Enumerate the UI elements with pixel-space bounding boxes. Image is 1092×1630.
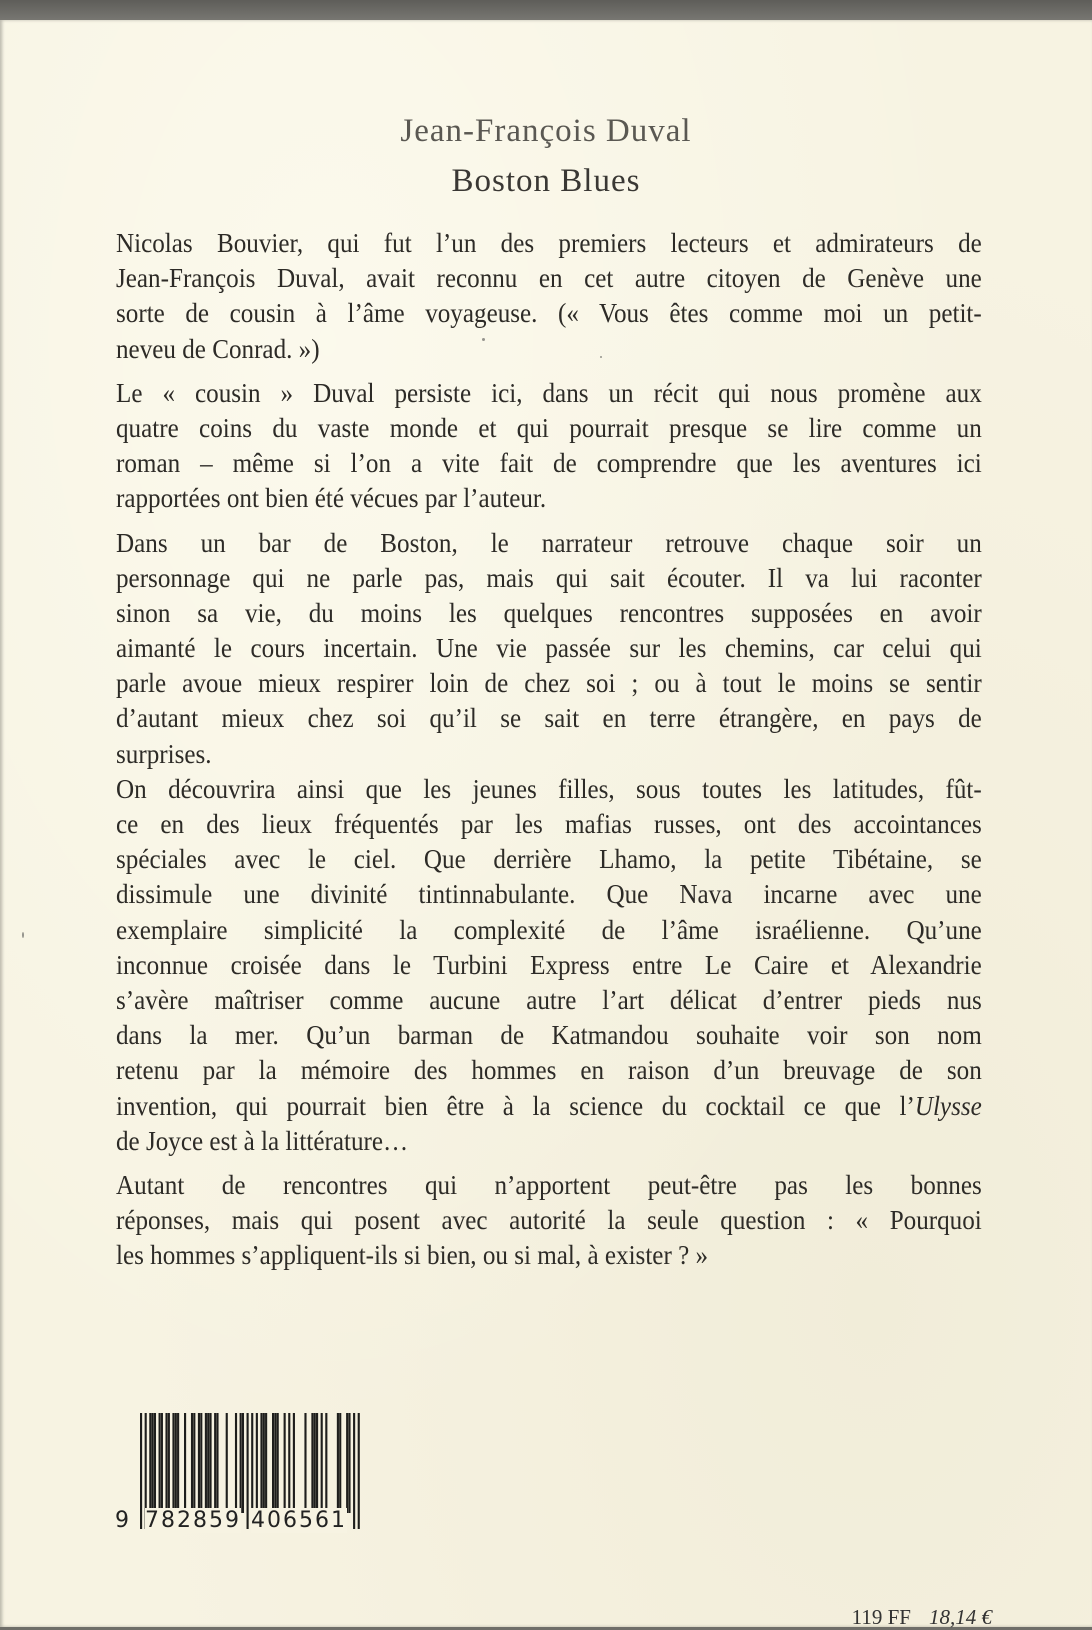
- barcode-bar: [311, 1413, 313, 1513]
- text-line: inconnue croisée dans le Turbini Express entre Le Caire et Alexandrie: [116, 949, 982, 980]
- barcode-bar: [205, 1413, 207, 1513]
- barcode-bar: [207, 1413, 209, 1513]
- barcode-bar: [346, 1413, 348, 1513]
- barcode-bar: [240, 1413, 242, 1513]
- text-line: sorte de cousin à l’âme voyageuse. (« Vous êtes comme moi un petit-: [116, 298, 982, 329]
- paper-speck: [22, 932, 24, 938]
- barcode-bar: [274, 1413, 276, 1513]
- text-line: neveu de Conrad. »): [116, 333, 320, 364]
- blurb-paragraph-4: [116, 772, 982, 1159]
- italic-book-title-ulysse: Ulysse: [914, 1090, 982, 1121]
- price-euros: 18,14 €: [929, 1605, 992, 1629]
- text-line-with-italic: [116, 1089, 982, 1124]
- barcode-bar: [256, 1413, 258, 1513]
- barcode-bar: [325, 1413, 327, 1513]
- barcode-bar: [177, 1413, 179, 1513]
- text-line: réponses, mais qui posent avec autorité la seule question : « Pourquoi: [116, 1205, 982, 1236]
- text-line: Le « cousin » Duval persiste ici, dans un récit qui nous promène aux: [116, 377, 982, 408]
- barcode-bar: [337, 1413, 339, 1513]
- isbn-barcode: [115, 1413, 380, 1543]
- barcode-bar: [161, 1413, 163, 1513]
- text-line: les hommes s’appliquent-ils si bien, ou si mal, à exister ? »: [116, 1240, 709, 1271]
- book-back-cover: [0, 20, 1092, 1627]
- book-title: Boston Blues: [451, 163, 641, 199]
- text-line: spéciales avec le ciel. Que derrière Lhamo, la petite Tibétaine, se: [116, 844, 982, 875]
- barcode-bar: [214, 1413, 216, 1513]
- text-line: retenu par la mémoire des hommes en raison d’un breuvage de son: [116, 1055, 982, 1086]
- barcode-bar: [263, 1413, 265, 1513]
- author-name: Jean-François Duval: [400, 113, 692, 149]
- barcode-bar: [339, 1413, 341, 1513]
- barcode-bar: [265, 1413, 267, 1513]
- paper-speck: [600, 356, 602, 358]
- price-label: [852, 1605, 992, 1630]
- barcode-bar: [272, 1413, 274, 1513]
- barcode-bar: [293, 1413, 295, 1513]
- barcode-bar: [149, 1413, 151, 1513]
- barcode-bar: [165, 1413, 167, 1513]
- barcode-bar: [304, 1413, 306, 1513]
- barcode-digits: [115, 1508, 347, 1533]
- barcode-bar: [260, 1413, 262, 1513]
- barcode-bar: [152, 1413, 154, 1513]
- barcode-bar: [348, 1413, 350, 1513]
- text-line: de Joyce est à la littérature…: [116, 1125, 409, 1156]
- text-line: Autant de rencontres qui n’apportent peut-être pas les bonnes: [116, 1169, 982, 1200]
- text-line: quatre coins du vaste monde et qui pourrait presque se lire comme un: [116, 412, 982, 443]
- barcode-bar: [277, 1413, 279, 1513]
- price-francs: 119 FF: [851, 1605, 911, 1629]
- text-line: surprises.: [116, 738, 212, 769]
- barcode-bar: [154, 1413, 156, 1513]
- text-line: aimanté le cours incertain. Une vie passée sur les chemins, car celui qui: [116, 633, 982, 664]
- barcode-bar: [216, 1413, 218, 1513]
- barcode-bar: [209, 1413, 211, 1513]
- barcode-bar: [284, 1413, 286, 1513]
- text-line: personnage qui ne parle pas, mais qui sait écouter. Il va lui raconter: [116, 562, 982, 593]
- barcode-bar: [235, 1413, 237, 1513]
- barcode-bar: [288, 1413, 290, 1513]
- blurb-paragraph-3: [116, 526, 982, 772]
- barcode-bar: [172, 1413, 174, 1513]
- text-line: On découvrira ainsi que les jeunes filles, sous toutes les latitudes, fût-: [116, 773, 982, 804]
- barcode-bar: [200, 1413, 202, 1513]
- barcode-bar: [175, 1413, 177, 1513]
- scan-top-shadow: [0, 0, 1092, 22]
- barcode-bar: [193, 1413, 195, 1513]
- text-line: Jean-François Duval, avait reconnu en cet autre citoyen de Genève une: [116, 263, 982, 294]
- text-line: roman – même si l’on a vite fait de comprendre que les aventures ici: [116, 448, 982, 479]
- text-line: s’avère maîtriser comme aucune autre l’art délicat d’entrer pieds nus: [116, 984, 982, 1015]
- barcode-digit-group-1: 782859: [145, 1508, 241, 1533]
- blurb-paragraph-1: [116, 226, 982, 367]
- barcode-bar: [358, 1413, 360, 1529]
- text-line: Nicolas Bouvier, qui fut l’un des premiers lecteurs et admirateurs de: [116, 228, 982, 258]
- text-line: exemplaire simplicité la complexité de l’âme israélienne. Qu’une: [116, 914, 982, 945]
- text-line: dans la mer. Qu’un barman de Katmandou souhaite voir son nom: [116, 1020, 982, 1051]
- text-line: parle avoue mieux respirer loin de chez soi ; ou à tout le moins se sentir: [116, 668, 982, 699]
- text-line: dissimule une divinité tintinnabulante. Que Nava incarne avec une: [116, 879, 982, 910]
- text-line: ce en des lieux fréquentés par les mafias russes, ont des accointances: [116, 809, 982, 839]
- barcode-bar: [191, 1413, 193, 1513]
- barcode-bar: [198, 1413, 200, 1513]
- barcode-bar: [184, 1413, 186, 1513]
- text-line: d’autant mieux chez soi qu’il se sait en terre étrangère, en pays de: [116, 703, 982, 734]
- barcode-bar: [314, 1413, 316, 1513]
- blurb-paragraph-5: [116, 1168, 982, 1274]
- barcode-bar: [321, 1413, 323, 1513]
- barcode-bar: [159, 1413, 161, 1513]
- barcode-bar: [353, 1413, 355, 1529]
- barcode-digit-group-2: 406561: [250, 1508, 347, 1533]
- text-segment: invention, qui pourrait bien être à la science du cocktail ce que l’: [116, 1090, 915, 1121]
- paper-speck: [482, 338, 485, 341]
- barcode-bar: [316, 1413, 318, 1513]
- text-line: Dans un bar de Boston, le narrateur retrouve chaque soir un: [116, 527, 982, 558]
- barcode-lead-digit: 9: [115, 1508, 131, 1533]
- barcode-bar: [226, 1413, 228, 1513]
- blurb-paragraph-2: [116, 376, 982, 517]
- barcode-bar: [168, 1413, 170, 1513]
- text-line: sinon sa vie, du moins les quelques rencontres supposées en avoir: [116, 597, 982, 628]
- text-line: rapportées ont bien été vécues par l’auteur.: [116, 483, 547, 514]
- barcode-bar: [242, 1413, 244, 1513]
- blurb-text: [116, 226, 982, 1273]
